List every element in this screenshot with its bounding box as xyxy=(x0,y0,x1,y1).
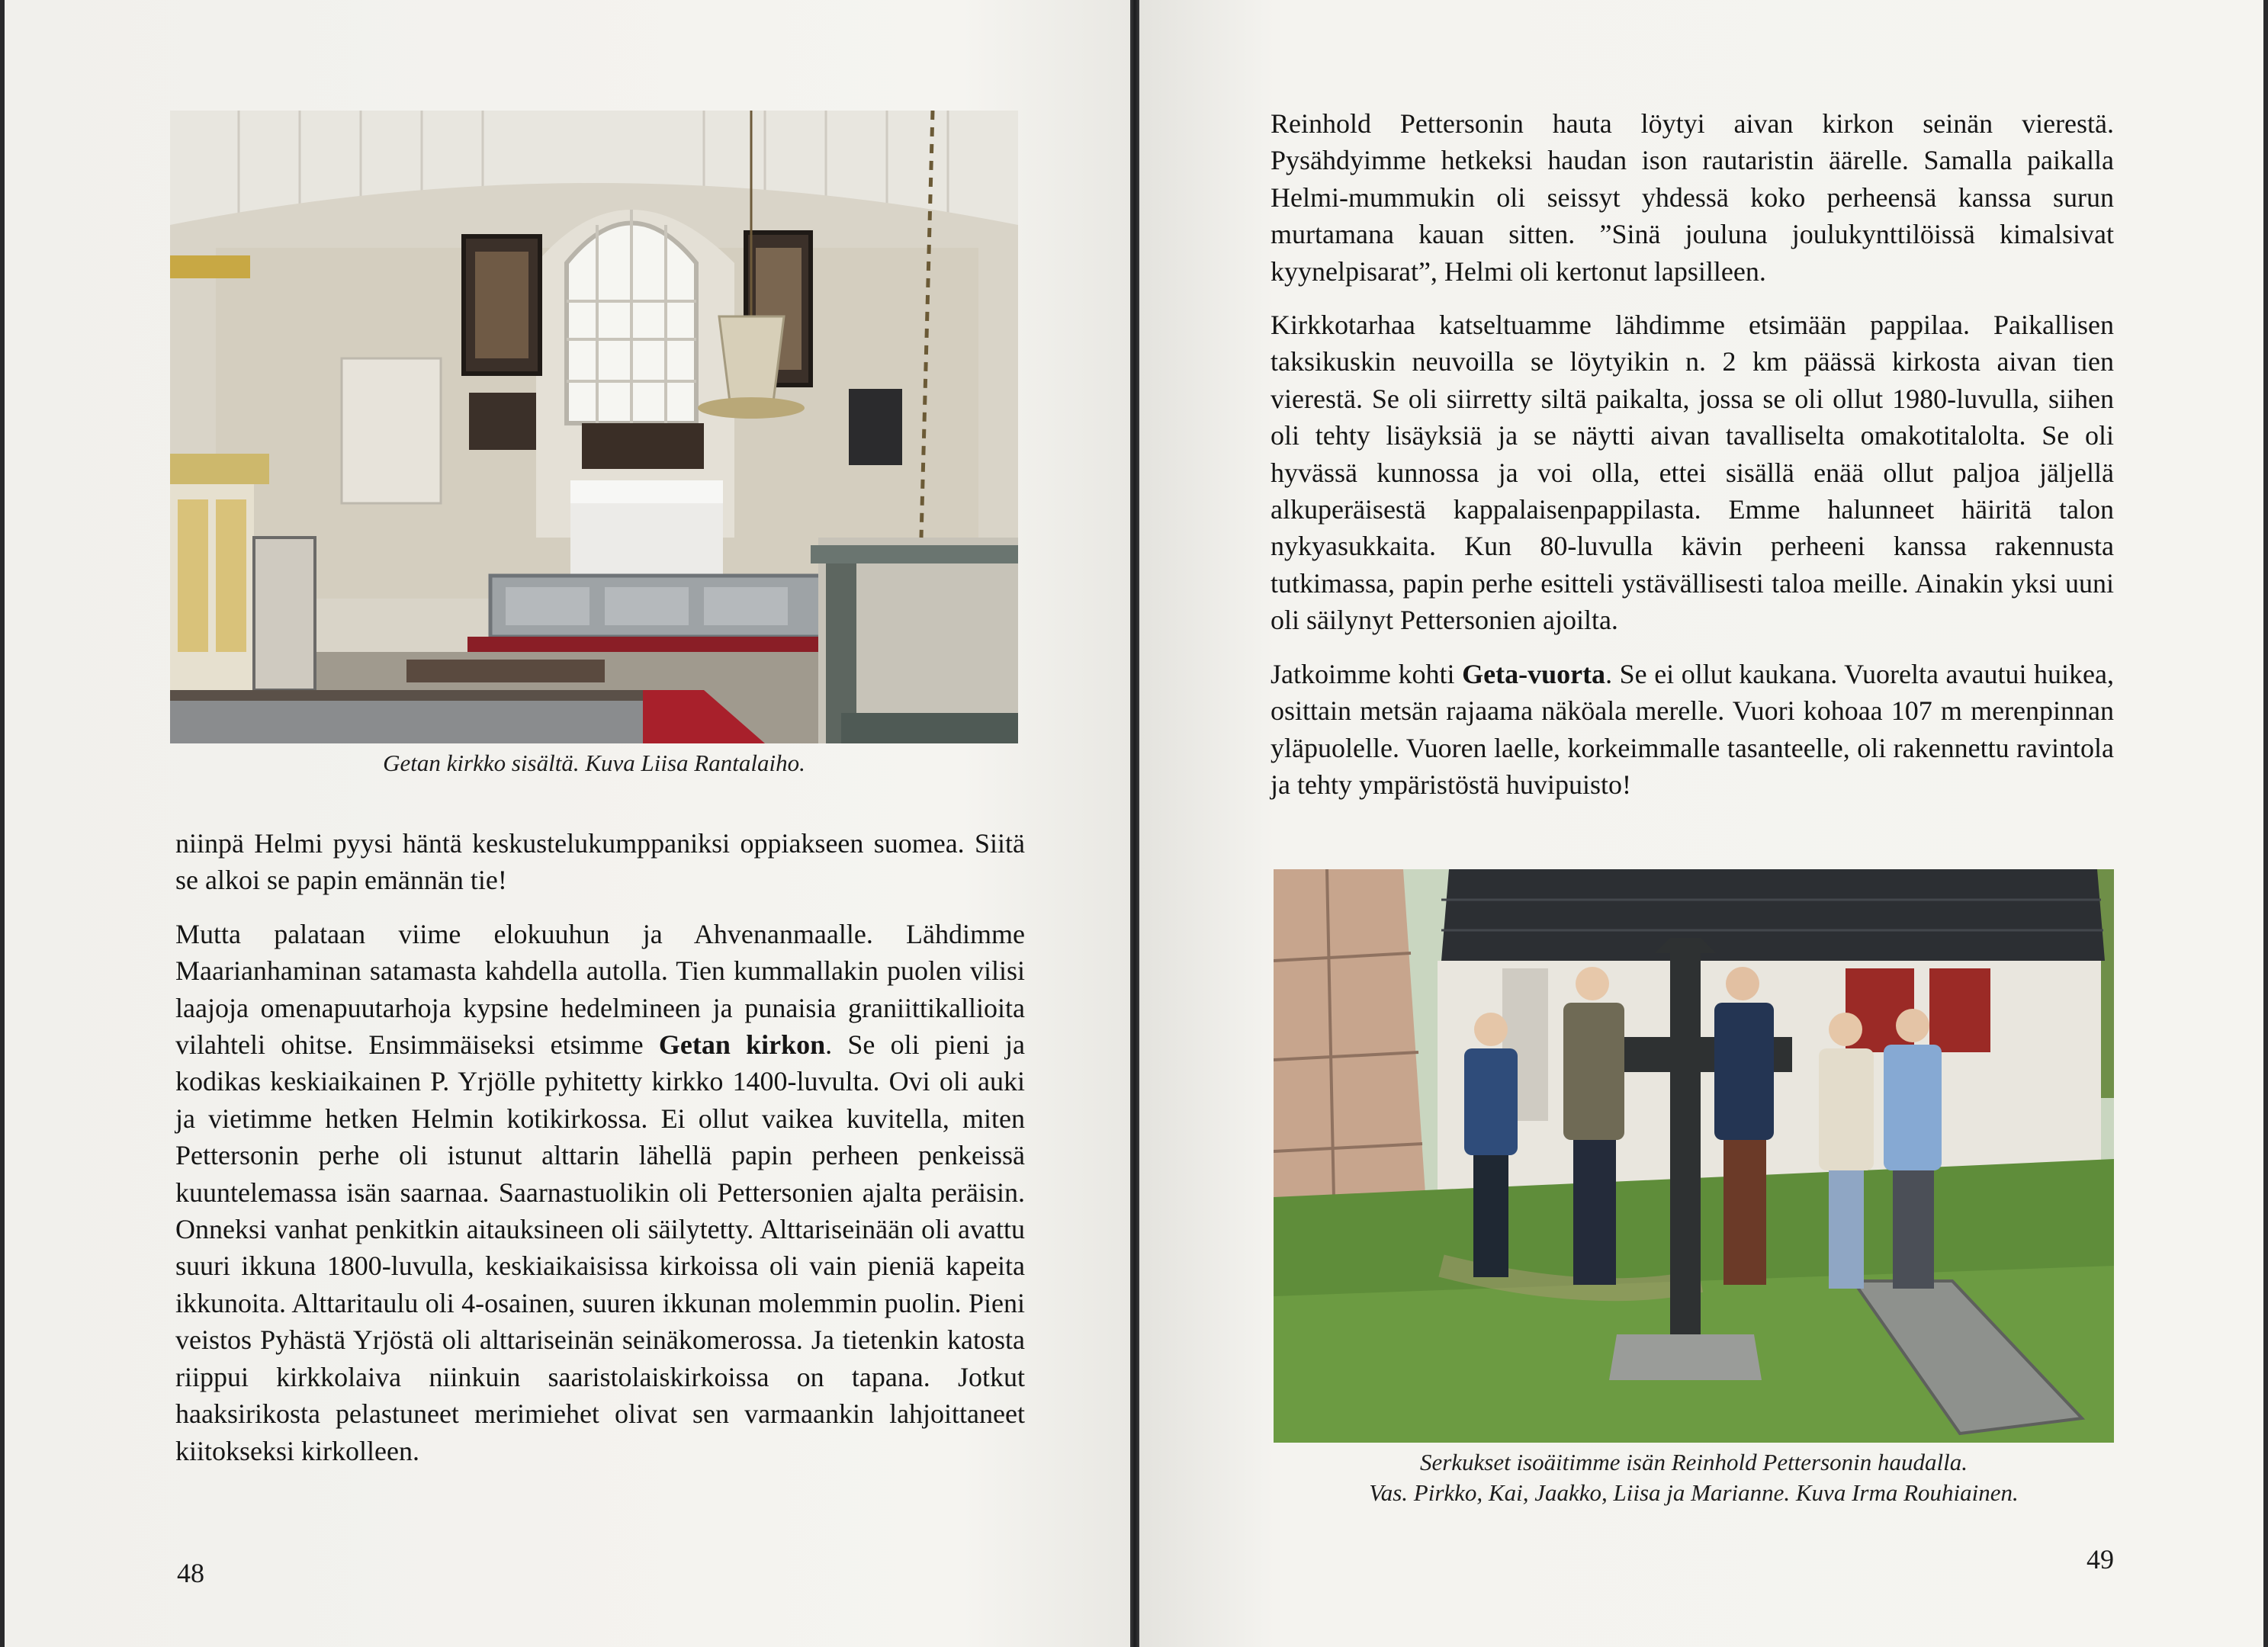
paragraph: niinpä Helmi pyysi häntä keskustelukumppaniksi oppiakseen suomea. Siitä se alkoi se papin emännän tie! xyxy=(175,828,1025,896)
bold-term: Geta-vuorta xyxy=(1462,658,1606,689)
page-number: 48 xyxy=(177,1558,204,1588)
left-page xyxy=(5,0,1130,1647)
grave-cross-group-photo xyxy=(1274,869,2114,1443)
paragraph xyxy=(175,916,1025,1469)
right-body-text xyxy=(1271,105,2114,803)
text-run: . Se ei ollut kaukana. Vuorelta avautui huikea, osittain metsän rajaama näköala merelle. Vuori kohoaa 107 m merenpinnan yläpuolelle. Vuoren laelle, korkeimmalle tasanteelle, oli rakennettu ravintola ja tehty ympäristöstä huvipuisto! xyxy=(1271,658,2114,800)
photo-caption-line-1: Serkukset isoäitimme isän Reinhold Pettersonin haudalla. xyxy=(1419,1449,1968,1475)
photo-caption-line-2: Vas. Pirkko, Kai, Jaakko, Liisa ja Marianne. Kuva Irma Rouhiainen. xyxy=(1369,1479,2019,1506)
left-body-text xyxy=(175,825,1025,1469)
page-number: 49 xyxy=(2086,1544,2114,1575)
photo-caption: Getan kirkko sisältä. Kuva Liisa Rantalaiho. xyxy=(383,750,805,776)
paragraph xyxy=(1271,656,2114,804)
church-interior-photo xyxy=(170,111,1018,743)
paragraph: Reinhold Pettersonin hauta löytyi aivan kirkon seinän vierestä. Pysähdyimme hetkeksi haudan ison rautaristin äärelle. Samalla paikalla Helmi-mummukin oli seissyt yhdessä koko perheensä kanssa surun murtamana kauan sitten. ”Sinä jouluna joulukynttilöissä kimalsivat kyynelpisarat”, Helmi oli kertonut lapsilleen. xyxy=(1271,108,2114,287)
bold-term: Getan kirkon xyxy=(658,1029,826,1061)
book-gutter xyxy=(1130,0,1139,1647)
paragraph: Kirkkotarhaa katseltuamme lähdimme etsimään pappilaa. Paikallisen taksikuskin neuvoilla se löytyikin n. 2 km päässä kirkosta aivan tien vierestä. Se oli siirretty siltä paikalta, jossa se oli ollut 1980-luvulla, siihen oli tehty lisäyksiä ja se näytti aivan tavalliselta omakotitalolta. Se oli hyvässä kunnossa ja voi olla, ettei sisällä enää ollut paljoa jäljellä alkuperäisestä kappalaisenpappilasta. Emme halunneet häiritä talon nykyasukkaita. Kun 80-luvulla kävin perheeni kanssa rakennusta tutkimassa, papin perhe esitteli ystävällisesti taloa meille. Ainakin yksi uuni oli säilynyt Pettersonien ajoilta. xyxy=(1271,310,2114,636)
text-run: Jatkoimme kohti xyxy=(1271,658,1463,689)
right-page xyxy=(1139,0,2263,1647)
text-run: Mutta palataan viime elokuuhun ja Ahvenanmaalle. Lähdimme Maarianhaminan satamasta kahdella autolla. Tien kummallakin puolen vilisi laajoja omenapuutarhoja kypsine hedelmineen ja punaisia graniittikallioita vilahteli ohitse. Ensimmäiseksi etsimme xyxy=(175,918,1025,1061)
text-run: . Se oli pieni ja kodikas keskiaikainen P. Yrjölle pyhitetty kirkko 1400-luvulta. Ovi oli auki ja vietimme hetken Helmin kotikirkossa. Ei ollut vaikea kuvitella, miten Pettersonin perhe oli istunut alttarin lähellä papin perheen penkeissä kuuntelemassa isän saarnaa. Saarnastuolikin oli Pettersonien ajalta peräisin. Onneksi vanhat penkitkin aitauksineen oli säilytetty. Alttariseinään oli avattu suuri ikkuna 1800-luvulla, keskiaikaisissa kirkoissa oli vain pieniä kapeita ikkunoita. Alttaritaulu oli 4-osainen, suuren ikkunan molemmin puolin. Pieni veistos Pyhästä Yrjöstä oli alttariseinän seinäkomerossa. Ja tietenkin katosta riippui kirkkolaiva niinkuin saaristolaiskirkoissa on tapana. Jotkut haaksirikosta pelastuneet merimiehet olivat sen varmaankin lahjoittaneet kiitokseksi kirkolleen. xyxy=(175,1029,1025,1466)
